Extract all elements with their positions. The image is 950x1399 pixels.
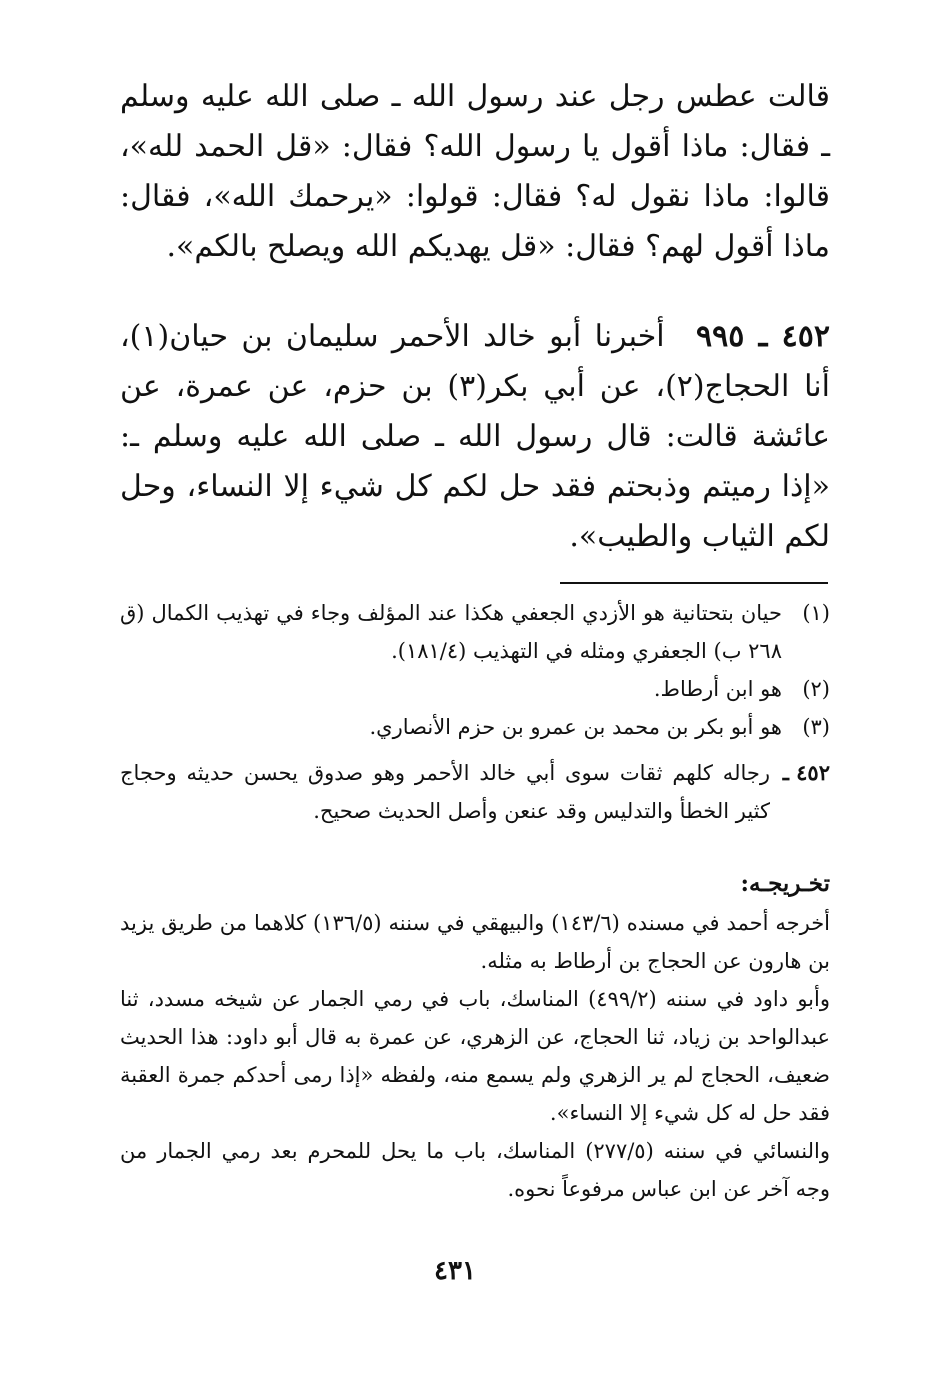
footnote-number: (٢) xyxy=(802,677,830,701)
footnote-item xyxy=(120,670,830,708)
intro-paragraph xyxy=(120,72,830,272)
footnote-number: (١) xyxy=(802,601,830,625)
grading-text: رجاله كلهم ثقات سوى أبي خالد الأحمر وهو صدوق يحسن حديثه وحجاج كثير الخطأ والتدليس وقد عنعن وأصل الحديث صحيح. xyxy=(120,761,770,823)
footnote-item xyxy=(120,708,830,746)
page-number: ٤٣١ xyxy=(434,1256,476,1286)
hadith-body xyxy=(120,312,830,562)
footnote-text: حيان بتحتانية هو الأزدي الجعفي هكذا عند المؤلف وجاء في تهذيب الكمال (ق ٢٦٨ ب) الجعفري ومثله في التهذيب (١٨١/٤). xyxy=(120,601,782,663)
footnote-text: هو ابن أرطاط. xyxy=(653,677,782,701)
hadith-paragraph xyxy=(120,312,830,562)
footnote-separator xyxy=(560,582,828,584)
footnote-item xyxy=(120,594,830,670)
footnotes-section xyxy=(120,594,830,830)
hadith-text: أخبرنا أبو خالد الأحمر سليمان بن حيان(١)، أنا الحجاج(٢)، عن أبي بكر(٣) بن حزم، عن عمرة، عن عائشة قالت: قال رسول الله ـ صلى الله عليه وسلم ـ: «إذا رميتم وذبحتم فقد حل لكم كل شيء إلا النساء، وحل لكم الثياب والطيب». xyxy=(120,319,830,554)
intro-text: قالت عطس رجل عند رسول الله ـ صلى الله عليه وسلم ـ فقال: ماذا أقول يا رسول الله؟ فقال: «قل الحمد لله»، قالوا: ماذا نقول له؟ فقال: قولوا: «يرحمك الله»، فقال: ماذا أقول لهم؟ فقال: «قل يهديكم الله ويصلح بالكم». xyxy=(120,79,830,264)
takhrij-paragraph: أخرجه أحمد في مسنده (١٤٣/٦) والبيهقي في سننه (١٣٦/٥) كلاهما من طريق يزيد بن هارون عن الحجاج بن أرطاط به مثله. xyxy=(120,911,831,973)
footnote-number: (٣) xyxy=(802,715,830,739)
takhrij-paragraph: وأبو داود في سننه (٤٩٩/٢) المناسك، باب في رمي الجمار عن شيخه مسدد، ثنا عبدالواحد بن زياد، ثنا الحجاج، عن الزهري، عن عمرة به قال أبو داود: هذا الحديث ضعيف، الحجاج لم ير الزهري ولم يسمع منه، ولفظه «إذا رمى أحدكم جمرة العقبة فقد حل له كل شيء إلا النساء». xyxy=(120,987,830,1125)
takhrij-paragraph: والنسائي في سننه (٢٧٧/٥) المناسك، باب ما يحل للمحرم بعد رمي الجمار من وجه آخر عن ابن عباس مرفوعاً نحوه. xyxy=(120,1139,830,1201)
grading-note xyxy=(120,754,830,830)
takhrij-section xyxy=(120,864,830,1208)
takhrij-heading: تخـريجـه: xyxy=(740,870,830,897)
hadith-number: ٤٥٢ ـ ٩٩٥ xyxy=(695,319,830,354)
footnote-text: هو أبو بكر بن محمد بن عمرو بن حزم الأنصاري. xyxy=(369,715,782,739)
grading-number: ٤٥٢ ـ xyxy=(782,760,830,785)
